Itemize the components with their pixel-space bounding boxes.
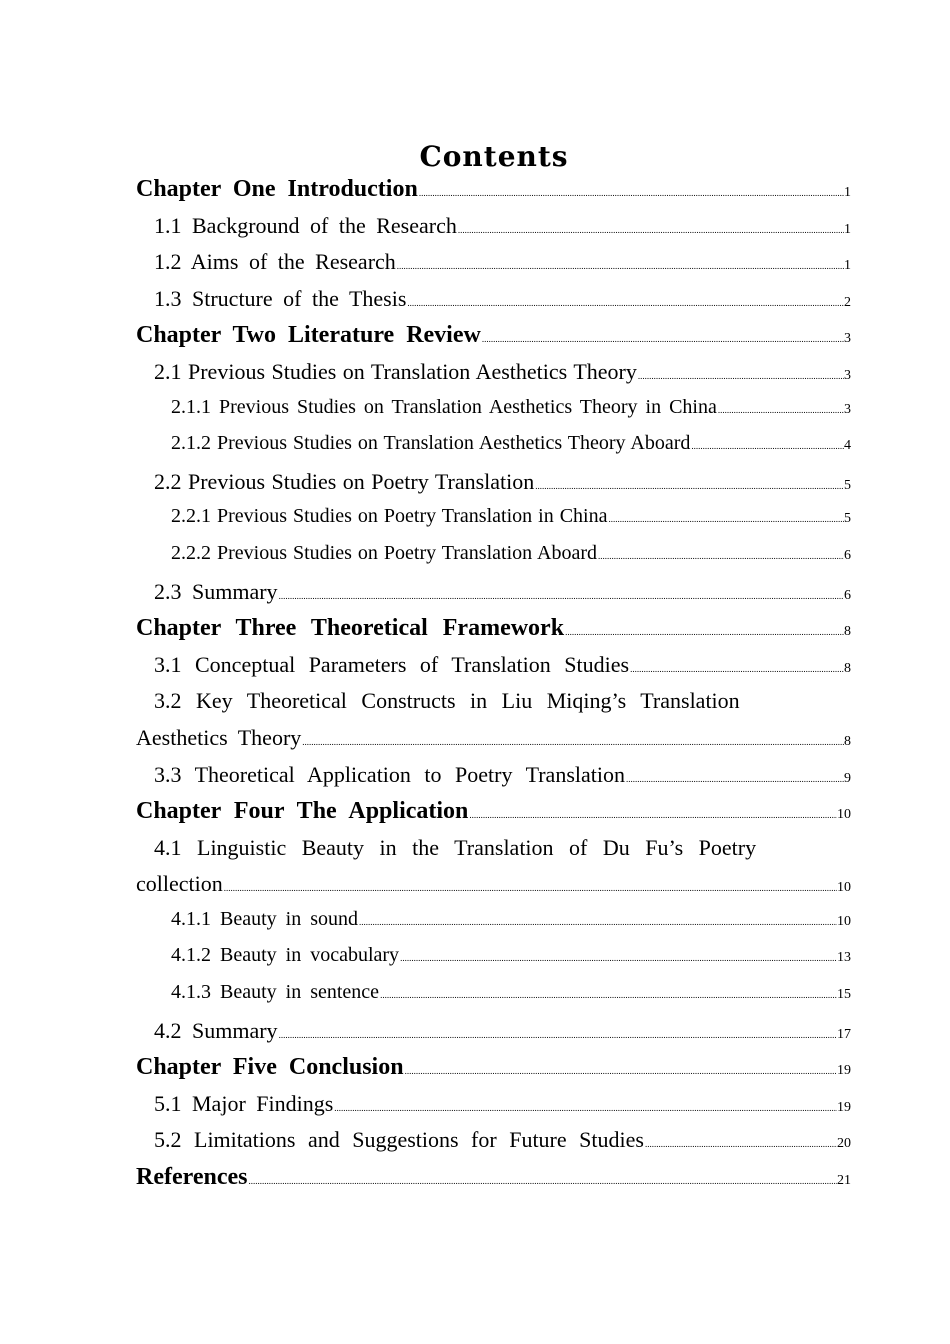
dot-leader xyxy=(405,1067,837,1076)
dot-leader xyxy=(638,372,844,381)
dot-leader xyxy=(249,1177,838,1186)
toc-entry-4-1-1[interactable] xyxy=(136,908,851,945)
toc-entry-3-1[interactable] xyxy=(136,652,851,689)
toc-page-number: 13 xyxy=(837,950,851,966)
dot-leader xyxy=(380,991,837,1000)
toc-page-number: 3 xyxy=(844,367,851,383)
toc-entry-label: References xyxy=(136,1164,248,1191)
dot-leader xyxy=(458,226,844,235)
toc-entry-chapter-four[interactable] xyxy=(136,798,851,835)
toc-entry-label: 3.2 Key Theoretical Constructs in Liu Miqing’s Translation xyxy=(154,688,740,714)
toc-page-number: 10 xyxy=(837,807,851,823)
toc-entry-2-2-2[interactable] xyxy=(136,542,851,579)
toc-entry-references[interactable] xyxy=(136,1164,851,1201)
dot-leader xyxy=(598,552,844,561)
toc-entry-chapter-three[interactable] xyxy=(136,615,851,652)
toc-page-number: 20 xyxy=(837,1136,851,1152)
toc-page-number: 1 xyxy=(844,185,851,200)
toc-page-number: 15 xyxy=(837,987,851,1003)
toc-page-number: 5 xyxy=(844,477,851,493)
dot-leader xyxy=(334,1104,837,1113)
dot-leader xyxy=(535,482,844,491)
toc-entry-4-1-3[interactable] xyxy=(136,981,851,1018)
dot-leader xyxy=(469,811,837,820)
toc-page-number: 19 xyxy=(837,1099,851,1115)
toc-entry-4-1-2[interactable] xyxy=(136,944,851,981)
toc-page-number: 8 xyxy=(844,660,851,676)
toc-entry-1-1[interactable] xyxy=(136,213,851,250)
toc-page-number: 4 xyxy=(844,438,851,454)
toc-entry-label: Chapter Three Theoretical Framework xyxy=(136,615,565,642)
toc-entry-3-2[interactable] xyxy=(136,725,851,762)
toc-entry-2-1-1[interactable] xyxy=(136,396,851,433)
toc-entry-3-2-line1[interactable] xyxy=(136,688,851,725)
toc-entry-label: Chapter One Introduction xyxy=(136,176,418,202)
toc-page-number: 2 xyxy=(844,294,851,310)
toc-entry-label: Chapter Two Literature Review xyxy=(136,322,481,349)
toc-page-number: 6 xyxy=(844,587,851,603)
toc-page-number: 17 xyxy=(837,1026,851,1042)
toc-entry-label: 4.1.1 Beauty in sound xyxy=(171,907,358,930)
dot-leader xyxy=(565,628,844,637)
toc-entry-label: 3.1 Conceptual Parameters of Translation Studies xyxy=(154,651,630,677)
toc-entry-label: 2.3 Summary xyxy=(154,578,278,604)
dot-leader xyxy=(279,1031,837,1040)
toc-page-number: 3 xyxy=(844,331,851,347)
toc-entry-label: 2.2.2 Previous Studies on Poetry Translation Aboard xyxy=(171,541,598,564)
toc-entry-4-2[interactable] xyxy=(136,1018,851,1055)
dot-leader xyxy=(718,406,844,415)
toc-entry-label: 3.3 Theoretical Application to Poetry Translation xyxy=(154,761,625,787)
toc-page-number: 10 xyxy=(837,913,851,929)
toc-entry-label: 5.2 Limitations and Suggestions for Future Studies xyxy=(154,1127,644,1153)
toc-entry-label: 1.3 Structure of the Thesis xyxy=(154,285,407,311)
toc-page-number: 5 xyxy=(844,511,851,527)
toc-entry-5-2[interactable] xyxy=(136,1127,851,1164)
toc-entry-2-2[interactable] xyxy=(136,469,851,506)
page-title: Contents xyxy=(419,140,569,173)
toc-page-number: 21 xyxy=(837,1173,851,1189)
dot-leader xyxy=(407,299,844,308)
toc-page-number: 1 xyxy=(844,221,851,237)
dot-leader xyxy=(626,775,844,784)
toc-entry-3-3[interactable] xyxy=(136,762,851,799)
dot-leader xyxy=(630,665,844,674)
dot-leader xyxy=(359,918,837,927)
toc-entry-4-1-line1[interactable] xyxy=(136,835,851,872)
toc-entry-label: 5.1 Major Findings xyxy=(154,1090,334,1116)
toc-entry-1-3[interactable] xyxy=(136,286,851,323)
toc-page-number: 8 xyxy=(844,624,851,640)
toc-entry-chapter-one[interactable] xyxy=(136,176,851,213)
toc-entry-2-1-2[interactable] xyxy=(136,432,851,469)
toc-entry-5-1[interactable] xyxy=(136,1091,851,1128)
dot-leader xyxy=(224,884,837,893)
toc-entry-label: 4.2 Summary xyxy=(154,1017,278,1043)
toc-page-number: 3 xyxy=(844,401,851,417)
toc-entry-label: Chapter Four The Application xyxy=(136,798,469,825)
table-of-contents xyxy=(136,176,851,1201)
toc-entry-label: 4.1.3 Beauty in sentence xyxy=(171,981,380,1004)
dot-leader xyxy=(482,335,844,344)
dot-leader xyxy=(608,515,844,524)
toc-entry-2-1[interactable] xyxy=(136,359,851,396)
dot-leader xyxy=(419,189,844,198)
toc-entry-label: Aesthetics Theory xyxy=(136,724,302,750)
toc-page-number: 1 xyxy=(844,258,851,274)
toc-entry-label: 2.2.1 Previous Studies on Poetry Translation in China xyxy=(171,505,608,528)
toc-page-number: 8 xyxy=(844,733,851,749)
toc-entry-chapter-two[interactable] xyxy=(136,322,851,359)
toc-page-number: 19 xyxy=(837,1063,851,1079)
toc-entry-label: Chapter Five Conclusion xyxy=(136,1054,404,1081)
toc-entry-2-2-1[interactable] xyxy=(136,505,851,542)
toc-entry-4-1[interactable] xyxy=(136,871,851,908)
dot-leader xyxy=(279,592,844,601)
toc-entry-2-3[interactable] xyxy=(136,579,851,616)
toc-entry-label: 2.2 Previous Studies on Poetry Translation xyxy=(154,468,535,494)
dot-leader xyxy=(302,738,844,747)
toc-entry-label: 2.1.1 Previous Studies on Translation Aesthetics Theory in China xyxy=(171,395,717,418)
dot-leader xyxy=(691,442,844,451)
toc-entry-label: 2.1.2 Previous Studies on Translation Aesthetics Theory Aboard xyxy=(171,432,691,455)
toc-entry-1-2[interactable] xyxy=(136,249,851,286)
toc-entry-label: collection xyxy=(136,871,223,897)
toc-entry-label: 4.1.2 Beauty in vocabulary xyxy=(171,944,400,967)
dot-leader xyxy=(400,954,837,963)
dot-leader xyxy=(397,262,844,271)
toc-entry-label: 2.1 Previous Studies on Translation Aesthetics Theory xyxy=(154,358,637,384)
toc-page-number: 10 xyxy=(837,880,851,896)
toc-entry-label: 1.2 Aims of the Research xyxy=(154,249,396,275)
dot-leader xyxy=(645,1140,837,1149)
toc-page-number: 6 xyxy=(844,547,851,563)
toc-entry-label: 1.1 Background of the Research xyxy=(154,212,457,238)
toc-entry-label: 4.1 Linguistic Beauty in the Translation of Du Fu’s Poetry xyxy=(154,834,757,860)
toc-entry-chapter-five[interactable] xyxy=(136,1054,851,1091)
toc-page-number: 9 xyxy=(844,770,851,786)
